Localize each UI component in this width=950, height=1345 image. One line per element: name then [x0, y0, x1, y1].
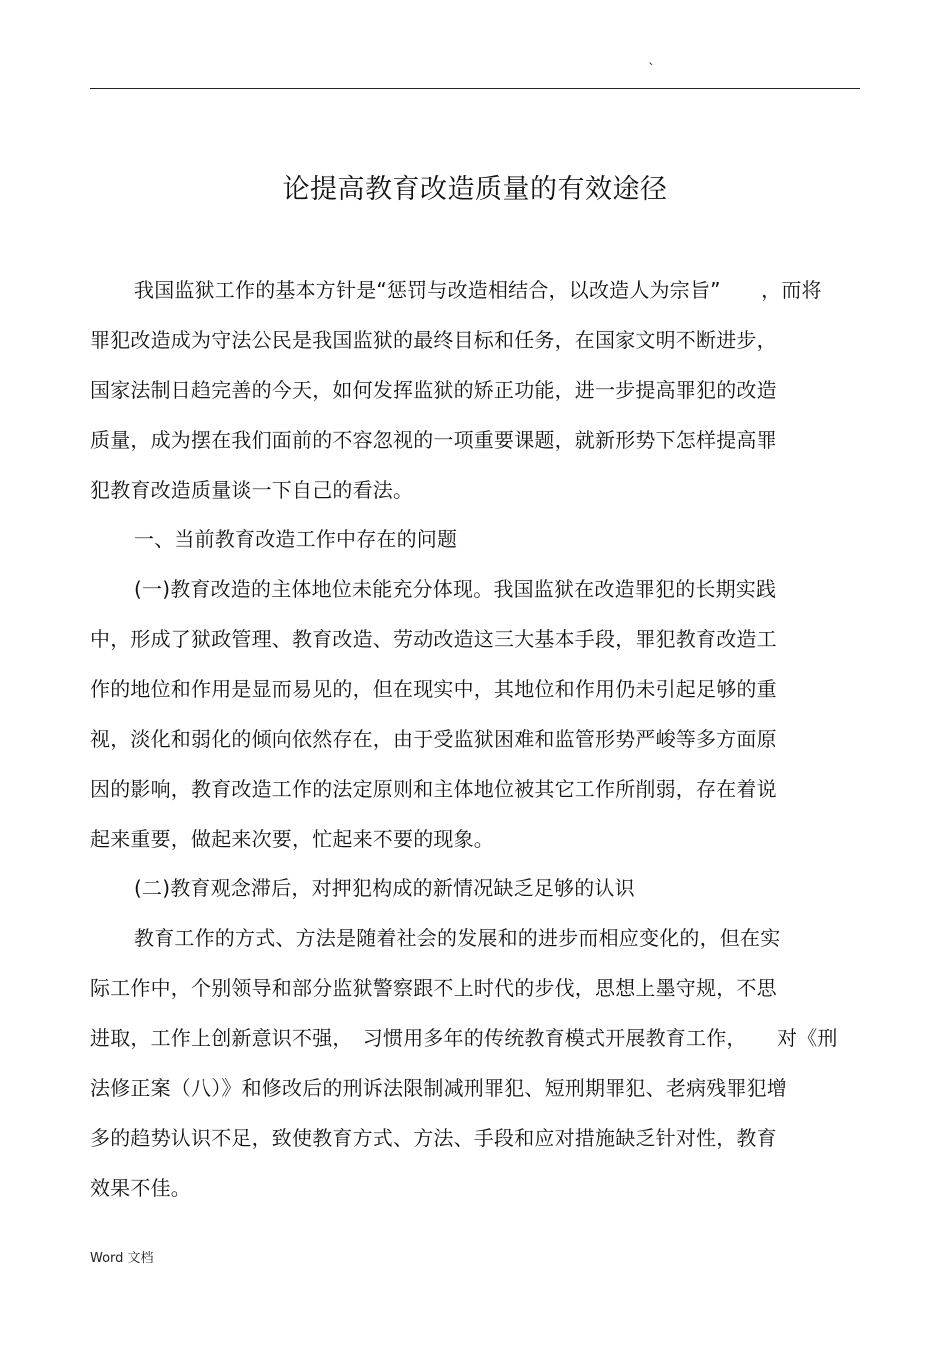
body-line: 犯教育改造质量谈一下自己的看法。 — [90, 478, 414, 502]
body-line: 效果不佳。 — [90, 1176, 191, 1200]
body-line: 视，淡化和弱化的倾向依然存在，由于受监狱困难和监管形势严峻等多方面原 — [90, 727, 777, 751]
section-heading: 一、当前教育改造工作中存在的问题 — [134, 527, 458, 551]
body-line: 因的影响，教育改造工作的法定原则和主体地位被其它工作所削弱，存在着说 — [90, 777, 777, 801]
body-line: 我国监狱工作的基本方针是“惩罚与改造相结合，以改造人为宗旨” ，而将 — [134, 278, 822, 302]
body-line: 际工作中，个别领导和部分监狱警察跟不上时代的步伐，思想上墨守规，不思 — [90, 976, 777, 1000]
body-line: 质量，成为摆在我们面前的不容忽视的一项重要课题，就新形势下怎样提高罪 — [90, 428, 777, 452]
document-title: 论提高教育改造质量的有效途径 — [282, 174, 668, 205]
body-line: 起来重要，做起来次要，忙起来不要的现象。 — [90, 827, 494, 851]
body-line: 教育工作的方式、方法是随着社会的发展和的进步而相应变化的，但在实 — [134, 926, 781, 950]
body-line: 罪犯改造成为守法公民是我国监狱的最终目标和任务，在国家文明不断进步， — [90, 328, 777, 352]
footer-label: Word 文档 — [90, 1251, 154, 1266]
body-line: 多的趋势认识不足，致使教育方式、方法、手段和应对措施缺乏针对性，教育 — [90, 1126, 777, 1150]
body-line: 进取，工作上创新意识不强， 习惯用多年的传统教育模式开展教育工作， 对《刑 — [90, 1026, 838, 1050]
body-line: 法修正案（八）》和修改后的刑诉法限制减刑罪犯、短刑期罪犯、老病残罪犯增 — [90, 1076, 787, 1100]
body-line: 中，形成了狱政管理、教育改造、劳动改造这三大基本手段，罪犯教育改造工 — [90, 627, 777, 651]
header-mark: ` — [648, 62, 655, 78]
header-rule — [90, 88, 860, 89]
subsection-heading: (一)教育改造的主体地位未能充分体现。我国监狱在改造罪犯的长期实践 — [134, 577, 777, 601]
body-line: 国家法制日趋完善的今天，如何发挥监狱的矫正功能，进一步提高罪犯的改造 — [90, 378, 777, 402]
body-line: 作的地位和作用是显而易见的，但在现实中，其地位和作用仍未引起足够的重 — [90, 677, 777, 701]
subsection-heading: (二)教育观念滞后，对押犯构成的新情况缺乏足够的认识 — [134, 876, 635, 900]
